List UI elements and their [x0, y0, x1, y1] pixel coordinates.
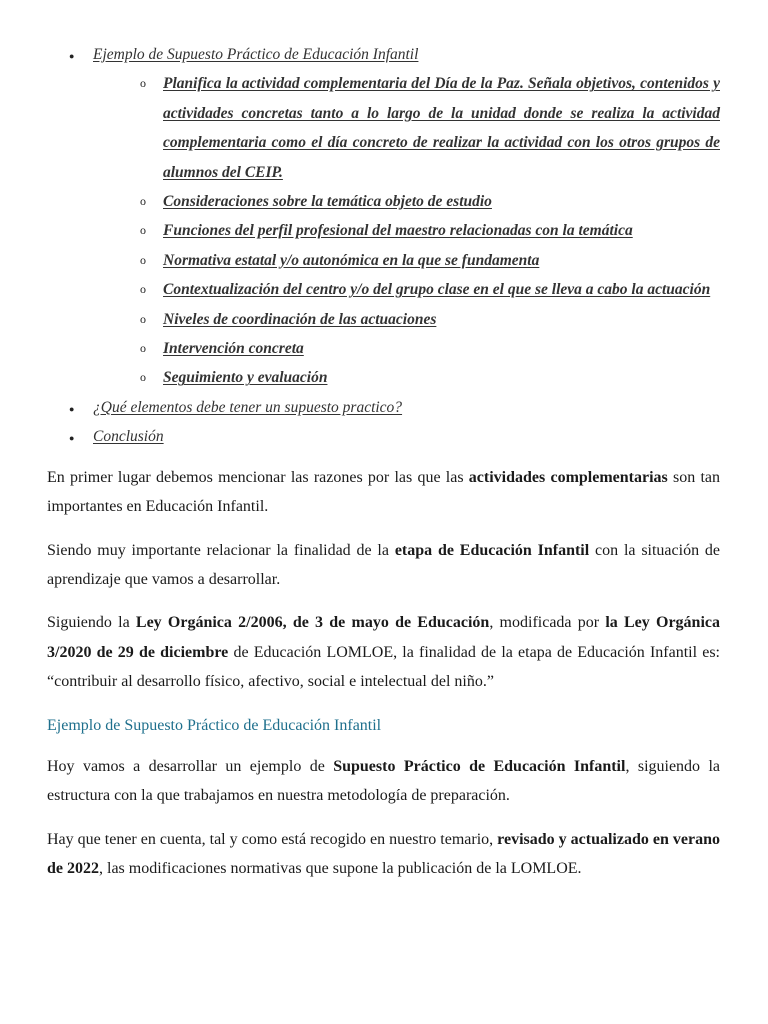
toc-sublink-niveles[interactable]: Niveles de coordinación de las actuaciones: [163, 310, 437, 328]
bold-run: Supuesto Práctico de Educación Infantil: [333, 757, 626, 775]
toc-sublink-consideraciones[interactable]: Consideraciones sobre la temática objeto de estudio: [163, 193, 492, 211]
table-of-contents: [47, 40, 720, 452]
paragraph-intro: [47, 463, 720, 522]
toc-subitem: [93, 275, 720, 304]
text-run: , las modificaciones normativas que supone la publicación de la LOMLOE.: [99, 860, 582, 878]
toc-link-ejemplo[interactable]: Ejemplo de Supuesto Práctico de Educación Infantil: [93, 46, 419, 63]
text-run: Siguiendo la: [47, 614, 136, 632]
text-run: de Educación LOMLOE, la finalidad de la etapa de Educación Infantil es: “contribuir al desarrollo físico, afectivo, social e intelectual del niño.”: [47, 643, 721, 691]
toc-subitem: [93, 69, 720, 187]
text-run: , modificada por: [489, 614, 606, 632]
bold-run: Ley Orgánica 2/2006, de 3 de mayo de Educación: [135, 614, 490, 632]
text-run: Hoy vamos a desarrollar un ejemplo de: [47, 757, 334, 775]
bold-run: etapa de Educación Infantil: [394, 541, 590, 559]
toc-sublink-intervencion[interactable]: Intervención concreta: [163, 340, 304, 358]
bold-run: actividades complementarias: [468, 468, 668, 486]
text-run: , siguiendo la estructura con la que trabajamos en nuestra metodología de preparación.: [47, 757, 720, 805]
text-run: son tan importantes en Educación Infantil.: [47, 468, 721, 516]
paragraph-ejemplo: [47, 752, 720, 811]
text-run: Siendo muy importante relacionar la finalidad de la: [47, 541, 395, 559]
toc-item: [47, 40, 720, 393]
toc-subitem: [93, 305, 720, 334]
toc-sublink-normativa[interactable]: Normativa estatal y/o autonómica en la que se fundamenta: [163, 251, 540, 269]
text-run: con la situación de aprendizaje que vamos a desarrollar.: [47, 541, 721, 588]
toc-subitem: [93, 216, 720, 245]
toc-item: [47, 393, 720, 422]
toc-link-elementos[interactable]: ¿Qué elementos debe tener un supuesto practico?: [93, 398, 403, 416]
toc-subitem: [93, 363, 720, 392]
toc-subitem: [93, 246, 720, 275]
toc-sublink-contextualizacion[interactable]: Contextualización del centro y/o del grupo clase en el que se lleva a cabo la actuación: [163, 281, 711, 299]
text-run: Hay que tener en cuenta, tal y como está recogido en nuestro temario,: [47, 830, 498, 848]
paragraph-ley: [47, 608, 720, 696]
toc-sublink-seguimiento[interactable]: Seguimiento y evaluación: [163, 369, 328, 387]
paragraph-finalidad: [47, 536, 720, 595]
toc-sublink-funciones[interactable]: Funciones del perfil profesional del maestro relacionadas con la temática: [163, 222, 633, 240]
toc-sublist: [93, 69, 720, 392]
toc-subitem: [93, 187, 720, 216]
toc-sublink-planifica[interactable]: Planifica la actividad complementaria del Día de la Paz. Señala objetivos, contenidos y actividades concretas tanto a lo largo de la unidad donde se realiza la actividad complementaria como el día concreto de realizar la actividad con los otros grupos de alumnos del CEIP.: [163, 75, 720, 181]
paragraph-temario: [47, 825, 720, 884]
bold-run: revisado y actualizado en verano de 2022: [47, 830, 720, 878]
toc-subitem: [93, 334, 720, 363]
toc-item: [47, 422, 720, 451]
section-heading: Ejemplo de Supuesto Práctico de Educación Infantil: [47, 716, 382, 734]
bold-run: la Ley Orgánica 3/2020 de 29 de diciembre: [47, 614, 721, 661]
text-run: En primer lugar debemos mencionar las razones por las que las: [47, 468, 469, 486]
toc-link-conclusion[interactable]: Conclusión: [93, 428, 164, 446]
